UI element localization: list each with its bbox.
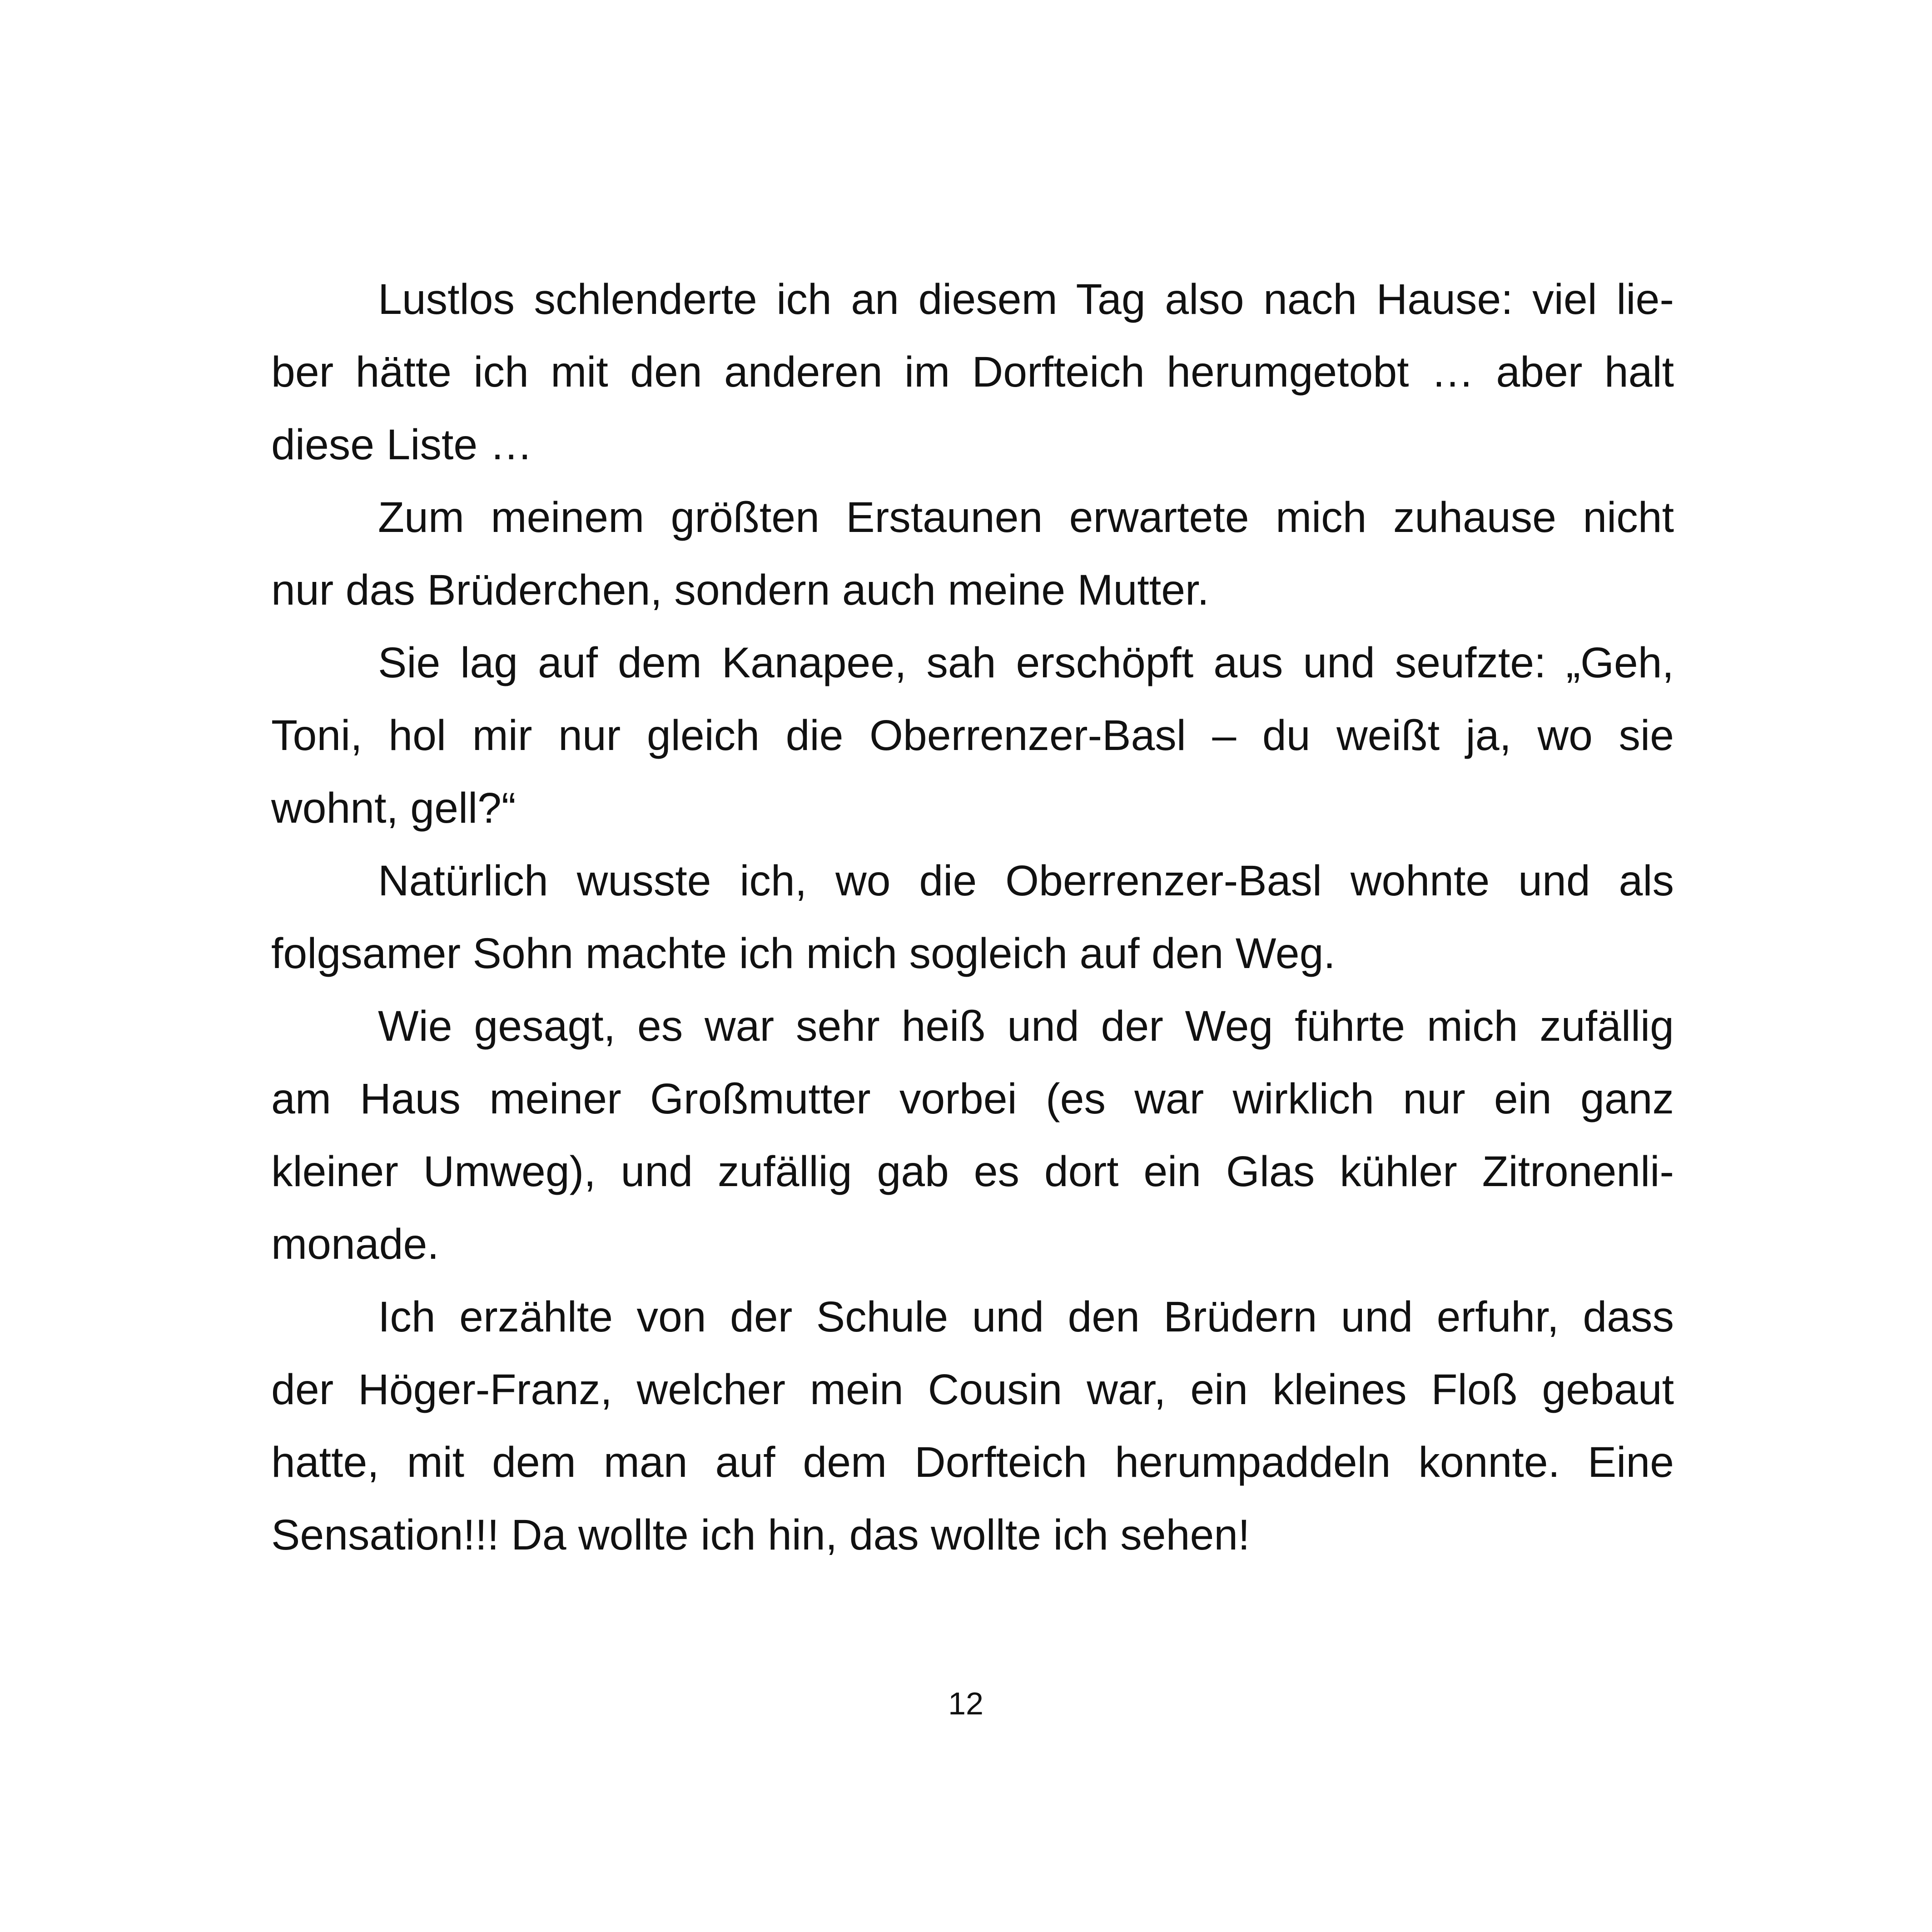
text-line: der Höger-Franz, welcher mein Cousin war, ein kleines Floß gebaut	[271, 1366, 1674, 1414]
text-line: Ich erzählte von der Schule und den Brüdern und erfuhr, dass	[378, 1293, 1674, 1341]
text-line: monade.	[271, 1220, 439, 1268]
text-line: Sie lag auf dem Kanapee, sah erschöpft aus und seufzte: „Geh,	[378, 639, 1674, 687]
text-line: hatte, mit dem man auf dem Dorfteich herumpaddeln konnte. Eine	[271, 1438, 1674, 1486]
text-line: wohnt, gell?“	[271, 784, 516, 832]
text-line: diese Liste …	[271, 421, 533, 469]
text-line: Wie gesagt, es war sehr heiß und der Weg führte mich zufällig	[378, 1002, 1674, 1050]
text-line: nur das Brüderchen, sondern auch meine Mutter.	[271, 566, 1209, 614]
text-line: Natürlich wusste ich, wo die Oberrenzer-Basl wohnte und als	[378, 857, 1674, 905]
text-line: Zum meinem größten Erstaunen erwartete mich zuhause nicht	[378, 493, 1674, 541]
text-line: kleiner Umweg), und zufällig gab es dort ein Glas kühler Zitronenli-	[271, 1147, 1674, 1196]
text-line: folgsamer Sohn machte ich mich sogleich auf den Weg.	[271, 929, 1336, 978]
text-line: Lustlos schlenderte ich an diesem Tag also nach Hause: viel lie-	[378, 275, 1674, 323]
text-line: Sensation!!! Da wollte ich hin, das wollte ich sehen!	[271, 1511, 1250, 1559]
page-number: 12	[948, 1686, 983, 1721]
text-line: Toni, hol mir nur gleich die Oberrenzer-Basl – du weißt ja, wo sie	[271, 711, 1674, 760]
text-line: am Haus meiner Großmutter vorbei (es war wirklich nur ein ganz	[271, 1075, 1674, 1123]
text-line: ber hätte ich mit den anderen im Dorfteich herumgetobt … aber halt	[271, 348, 1674, 396]
